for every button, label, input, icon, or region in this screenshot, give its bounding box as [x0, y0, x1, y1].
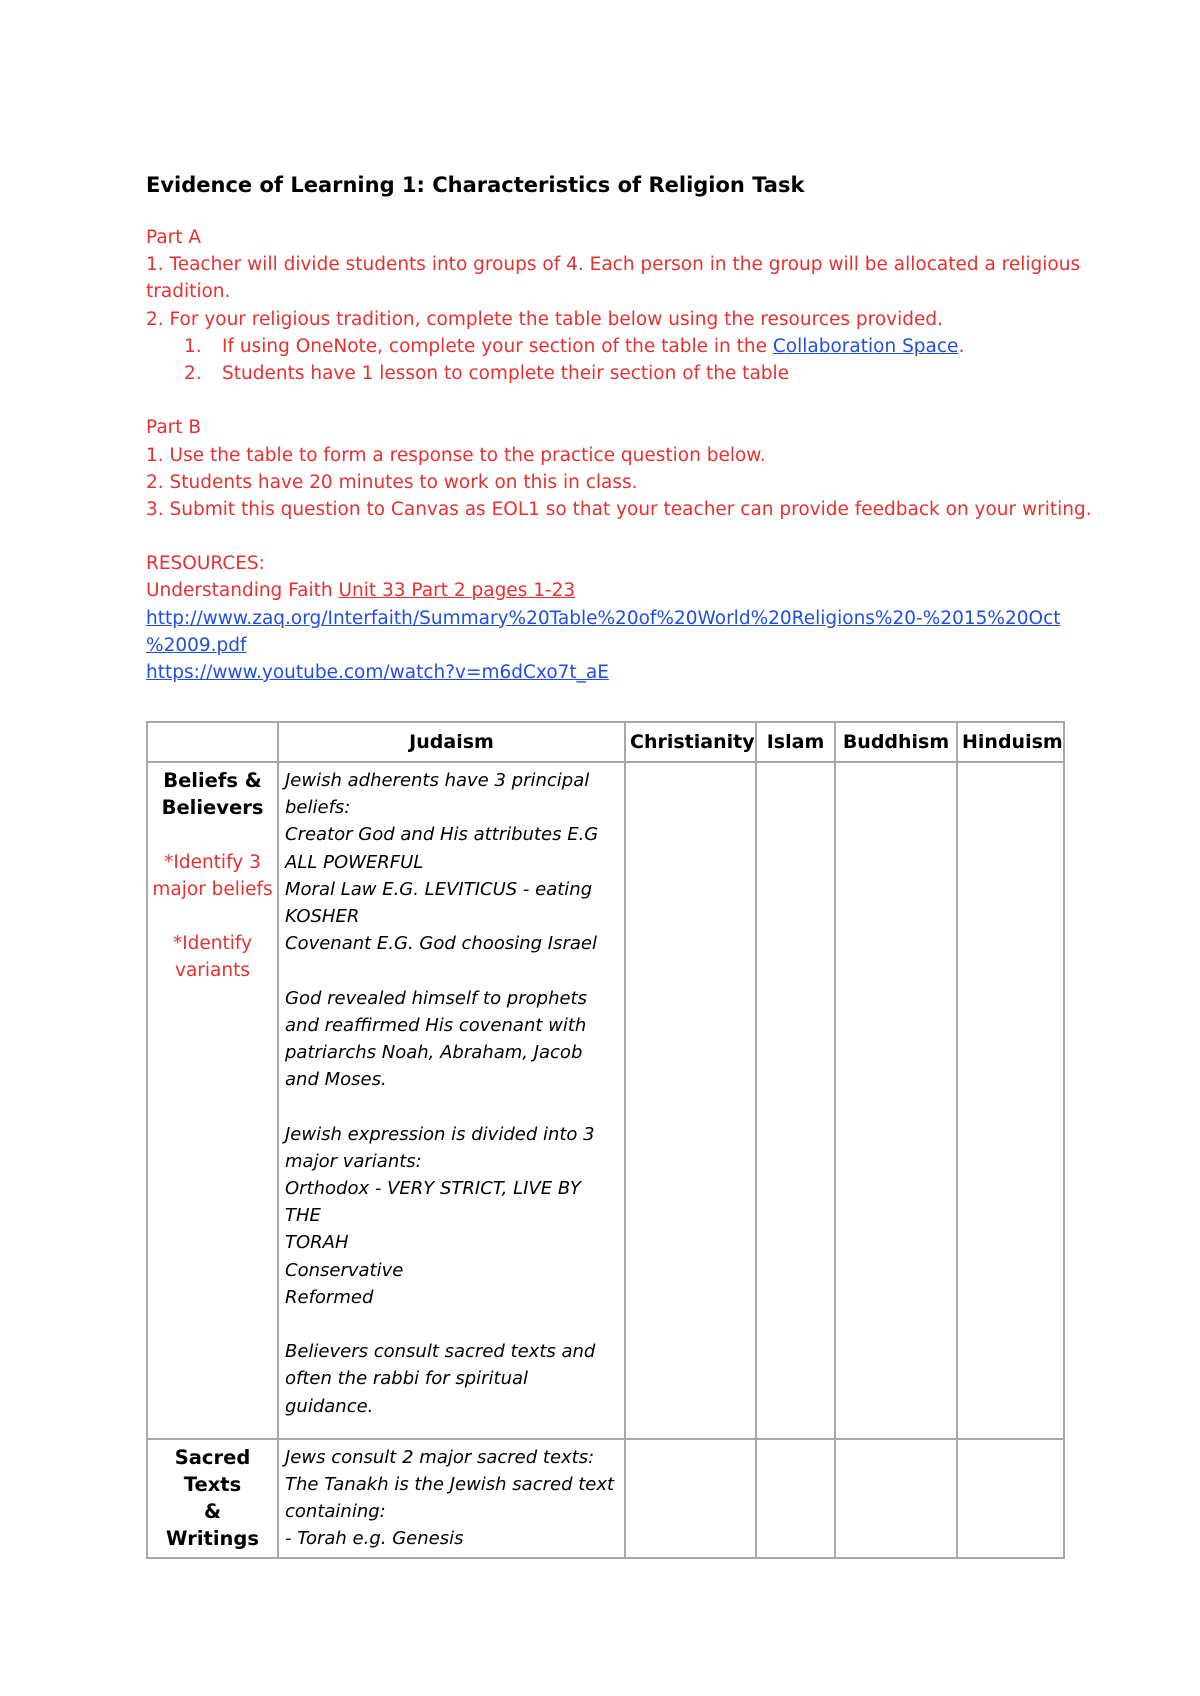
- part-a-heading: Part A: [146, 227, 202, 248]
- part-b-section: [146, 414, 1092, 523]
- cell-line: - Torah e.g. Genesis: [285, 1528, 464, 1550]
- cell-line: Jews consult 2 major sacred texts:: [285, 1446, 595, 1468]
- cell-line: [285, 1311, 620, 1338]
- cell-line: guidance.: [285, 1395, 374, 1417]
- cell-line: and reaffirmed His covenant with: [285, 1014, 587, 1036]
- row-head-line: Believers: [161, 796, 264, 820]
- buddhism-beliefs-cell[interactable]: [835, 762, 957, 1439]
- part-a-section: [146, 224, 1081, 387]
- row-head-line: Sacred Texts: [174, 1445, 251, 1497]
- table-row: [147, 1439, 1064, 1558]
- cell-line: Conservative: [285, 1259, 404, 1281]
- cell-line: Reformed: [285, 1286, 374, 1308]
- cell-line: beliefs:: [285, 797, 351, 819]
- cell-line: God revealed himself to prophets: [285, 987, 587, 1009]
- part-b-item-3: 3. Submit this question to Canvas as EOL1 so that your teacher can provide feedback on your writing.: [146, 498, 1092, 520]
- cell-line: The Tanakh is the Jewish sacred text: [285, 1474, 615, 1496]
- row-note: *Identify: [172, 933, 253, 955]
- row-head-beliefs: [147, 762, 278, 1439]
- cell-line: often the rabbi for spiritual: [285, 1368, 529, 1390]
- cell-line: [285, 1093, 620, 1120]
- resources-section: [146, 550, 1061, 686]
- part-a-item-2: 2. For your religious tradition, complete the table below using the resources provided.: [146, 308, 943, 330]
- part-a-item-1: 1. Teacher will divide students into groups of 4. Each person in the group will be allocated a religious: [146, 254, 1081, 276]
- header-islam: Islam: [756, 722, 835, 762]
- cell-line: Jewish adherents have 3 principal: [285, 770, 590, 791]
- header-buddhism: Buddhism: [835, 722, 957, 762]
- resource-book-prefix: Understanding Faith: [146, 580, 339, 602]
- row-note: *Identify 3: [164, 851, 261, 873]
- subitem-end: .: [958, 335, 965, 357]
- resource-url-1[interactable]: http://www.zaq.org/Interfaith/Summary%20Table%20of%20World%20Religions%20-%2015%20Oct: [146, 607, 1061, 629]
- cell-line: Moral Law E.G. LEVITICUS - eating: [285, 878, 593, 900]
- resource-url-2[interactable]: https://www.youtube.com/watch?v=m6dCxo7t_aE: [146, 662, 609, 683]
- resource-book-link[interactable]: Unit 33 Part 2 pages 1-23: [338, 580, 576, 602]
- subitem-text: If using OneNote, complete your section of the table in the: [222, 335, 773, 357]
- cell-line: Jewish expression is divided into 3: [285, 1123, 595, 1145]
- cell-line: KOSHER: [285, 906, 360, 928]
- document-title: Evidence of Learning 1: Characteristics of Religion Task: [146, 173, 805, 197]
- document-body: [146, 170, 1092, 686]
- cell-line: Covenant E.G. God choosing Israel: [285, 933, 597, 955]
- subitem-number: 2.: [184, 362, 202, 384]
- christianity-beliefs-cell[interactable]: [625, 762, 756, 1439]
- hinduism-sacred-texts-cell[interactable]: [957, 1439, 1064, 1558]
- hinduism-beliefs-cell[interactable]: [957, 762, 1064, 1439]
- row-note: major beliefs: [152, 878, 273, 900]
- buddhism-sacred-texts-cell[interactable]: [835, 1439, 957, 1558]
- cell-line: TORAH: [285, 1232, 349, 1254]
- judaism-sacred-texts-cell[interactable]: [278, 1439, 625, 1558]
- subitem-number: 1.: [184, 335, 202, 357]
- part-a-subitem-1: [146, 333, 1061, 360]
- header-empty: [147, 722, 278, 762]
- part-b-heading: Part B: [146, 417, 202, 439]
- row-head-line: &: [203, 1500, 221, 1524]
- table-header-row: [147, 722, 1064, 762]
- christianity-sacred-texts-cell[interactable]: [625, 1439, 756, 1558]
- resource-url-1-cont[interactable]: %2009.pdf: [146, 634, 247, 656]
- collaboration-space-link[interactable]: Collaboration Space: [772, 335, 959, 357]
- islam-beliefs-cell[interactable]: [756, 762, 835, 1439]
- subitem-text: Students have 1 lesson to complete their section of the table: [222, 362, 790, 384]
- header-christianity: Christianity: [625, 722, 756, 762]
- table-row: [147, 762, 1064, 1439]
- cell-line: patriarchs Noah, Abraham, Jacob: [285, 1042, 583, 1064]
- cell-line: ALL POWERFUL: [285, 851, 424, 873]
- row-note: variants: [175, 960, 250, 982]
- part-a-subitem-2: [146, 360, 1061, 387]
- resource-book: [146, 577, 1061, 604]
- row-head-line: Writings: [166, 1527, 259, 1551]
- cell-line: and Moses.: [285, 1069, 387, 1091]
- header-judaism: Judaism: [278, 722, 625, 762]
- religions-table: [146, 721, 1065, 1559]
- islam-sacred-texts-cell[interactable]: [756, 1439, 835, 1558]
- header-hinduism: Hinduism: [957, 722, 1064, 762]
- cell-line: Orthodox - VERY STRICT, LIVE BY THE: [285, 1178, 581, 1227]
- part-b-item-2: 2. Students have 20 minutes to work on this in class.: [146, 471, 638, 493]
- cell-line: containing:: [285, 1501, 386, 1523]
- row-head-sacred-texts: [147, 1439, 278, 1558]
- judaism-beliefs-cell[interactable]: [278, 762, 625, 1439]
- part-b-item-1: 1. Use the table to form a response to the practice question below.: [146, 444, 766, 466]
- cell-line: [285, 957, 620, 984]
- cell-line: Creator God and His attributes E.G: [285, 824, 599, 846]
- row-head-line: Beliefs &: [163, 769, 262, 792]
- cell-line: major variants:: [285, 1150, 422, 1172]
- part-a-item-1-cont: tradition.: [146, 281, 231, 303]
- cell-line: Believers consult sacred texts and: [285, 1341, 596, 1363]
- resources-heading: RESOURCES:: [146, 553, 265, 575]
